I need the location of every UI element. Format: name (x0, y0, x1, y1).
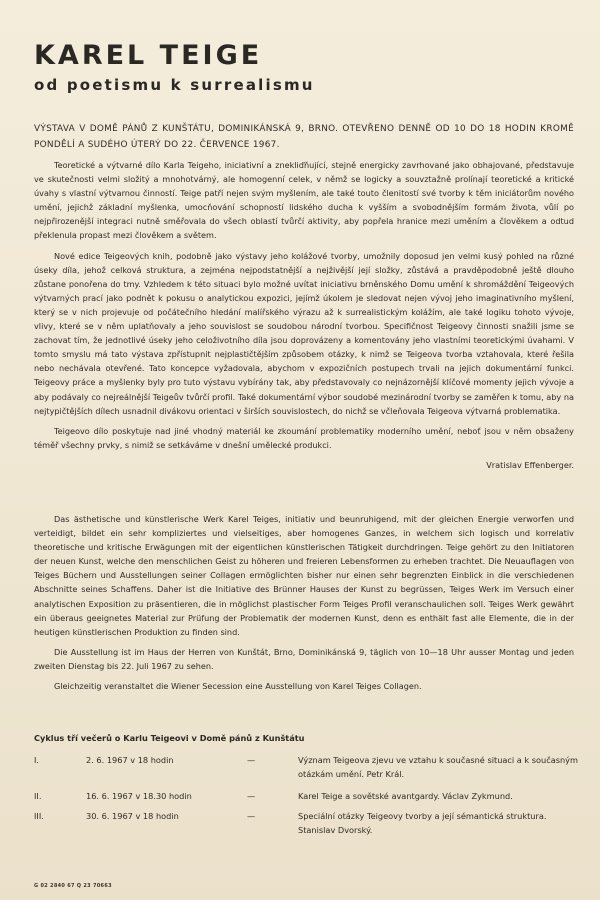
lecture-dash: — (247, 755, 256, 765)
lecture-row (34, 809, 579, 845)
poster-title: KAREL TEIGE (34, 40, 263, 71)
print-code: G 02 2840 67 Q 23 70663 (34, 883, 112, 889)
lecture-topic: Karel Teige a sovětské avantgardy. Václav Zykmund. (298, 791, 513, 801)
poster-subtitle: od poetismu k surrealismu (34, 76, 315, 94)
exhibition-info: VÝSTAVA V DOMĚ PÁNŮ Z KUNŠTÁTU, DOMINIKÁNSKÁ 9, BRNO. OTEVŘENO DENNĚ OD 10 DO 18 HODIN KROMĚ PONDĚLÍ A SUDÉHO ÚTERÝ DO 22. ČERVENCE 1967. (34, 124, 574, 150)
lecture-number: III. (34, 811, 44, 821)
lecture-date: 2. 6. 1967 v 18 hodin (86, 755, 174, 765)
lecture-date: 30. 6. 1967 v 18 hodin (86, 811, 179, 821)
lecture-dash: — (247, 811, 256, 821)
czech-section (34, 158, 574, 472)
czech-paragraph-1: Teoretické a výtvarné dílo Karla Teigeho, iniciativní a znekliďňující, stejně energicky zavrhované jako obhajované, představuje ve skutečnosti velmi složitý a mnohotvárný, ale homogenní celek, v němž se logicky a souvztažně prolínají teoretické a kritické úvahy s vlastní výtvarnou činností. Teige patří nejen svým myšlením, ale také touto členitostí své tvorby k těm iniciátorům nového umění, jejichž základní myšlenka, umocňování schopností lidského ducha k vyšším a svobodnějším formám života, vůlí po nejpřirozenější integraci nutně směřovala do všech oblastí tvůrčí aktivity, aby popřela hranice mezi uměním a člověkem a odtud překlenula propast mezi člověkem a světem. (34, 160, 574, 241)
lecture-topic: Speciální otázky Teigeovy tvorby a její sémantická struktura. Stanislav Dvorský. (298, 811, 547, 835)
lecture-cycle-title: Cyklus tří večerů o Karlu Teigeovi v Domě pánů z Kunštátu (34, 733, 305, 743)
lecture-row (34, 753, 579, 789)
german-paragraph-2: Die Ausstellung ist im Haus der Herren von Kunštát, Brno, Dominikánská 9, täglich von 10—18 Uhr ausser Montag und jeden zweiten Dienstag bis 22. Juli 1967 zu sehen. (34, 646, 574, 671)
lecture-row (34, 789, 579, 809)
lecture-number: II. (34, 791, 42, 801)
german-section (34, 512, 574, 693)
author-signature: Vratislav Effenberger. (486, 459, 574, 470)
german-paragraph-1: Das ästhetische und künstlerische Werk Karel Teiges, initiativ und beunruhigend, mit der gleichen Energie verworfen und verteidigt, bildet ein sehr kompliziertes und vielseitiges, aber homogenes Ganzes, in welchem sich logisch und korrelativ theoretische und kritische Erwägungen mit der eigentlichen künstlerischen Tätigkeit durchdringen. Teige gehört zu den Initiatoren der neuen Kunst, welche den menschlichen Geist zu höheren und freieren Lebensformen zu erheben trachtet. Die Neuauflagen von Teiges Büchern und Ausstellungen seiner Collagen ermöglichten bisher nur einen sehr begrenzten Einblick in die verschiedenen Abschnitte seines Schaffens. Daher ist die Initiative des Brünner Hauses der Kunst zu begrüssen, Teiges Werk im Versuch einer analytischen Exposition zu präsentieren, die in möglichst plastischer Form Teiges Profil veranschaulichen soll. Teiges Werk gewährt ein überaus geeignetes Material zur Prüfung der Problematik der modernen Kunst, denn es enthält fast alle Elemente, die in der heutigen künstlerischen Produktion zu finden sind. (34, 513, 574, 637)
lecture-program (34, 753, 579, 845)
lecture-topic: Význam Teigeova zjevu ve vztahu k současné situaci a k současným otázkám umění. Petr Král. (298, 755, 578, 779)
body-text (34, 158, 574, 699)
lecture-date: 16. 6. 1967 v 18.30 hodin (86, 791, 192, 801)
lecture-dash: — (247, 791, 256, 801)
lecture-number: I. (34, 755, 40, 765)
german-paragraph-3: Gleichzeitig veranstaltet die Wiener Secession eine Ausstellung von Karel Teiges Collagen. (54, 681, 422, 691)
czech-paragraph-3: Teigeovo dílo poskytuje nad jiné vhodný materiál ke zkoumání problematiky moderního umění, neboť jsou v něm obsaženy téměř všechny prvky, s nimiž se setkáváme v dnešní umělecké produkci. (34, 425, 574, 450)
czech-paragraph-2: Nové edice Teigeových knih, podobně jako výstavy jeho kolážové tvorby, umožnily doposud jen velmi kusý pohled na různé úseky díla, jehož celková struktura, a zejména nejpodstatnější a nejživější její složky, zůstává a pravděpodobně ještě dlouho zůstane ponořena do tmy. Vzhledem k této situaci bylo možné uvítat iniciativu brněnského Domu umění k shromáždění Teigeových výtvarných prací jako podnět k pokusu o analytickou expozici, jejímž úkolem je sledovat nejen vývoj jeho imaginativního myšlení, který se v nich projevuje od počátečního hledání malířského výrazu až k surrealistickým kolážím, ale také logiku tohoto vývoje, vlivy, které se v něm uplatňovaly a jeho souvislost se soudobou národní tvorbou. Specifičnost Teigeovy činnosti snažili jsme se zachovat tím, že jednotlivé úseky jeho celoživotního díla jsou doprovázeny a komentovány jeho vlastními teoretickými úvahami. V tomto smyslu má tato výstava zpřístupnit nejplastičtějším způsobem otázky, k nimž se Teigeova tvorba vztahovala, které řešila nebo nechávala otevřené. Tato koncepce vyžadovala, abychom v expozičních postupech trvali na jejich dokumentární funkci. Teigeovy práce a myšlenky byly pro tuto výstavu vybírány tak, aby představovaly co nejnázornější klíčové momenty jejich vývoje a aby podávaly co nejreálnější Teigeův tvůrčí profil. Také dokumentární výbor soudobé mezinárodní tvorby se zaměřen k tomu, aby na nejtypičtějších dílech usnadnil divákovu orientaci v širších souvislostech, do nichž se včleňovala Teigeova výtvarná problematika. (34, 250, 574, 416)
